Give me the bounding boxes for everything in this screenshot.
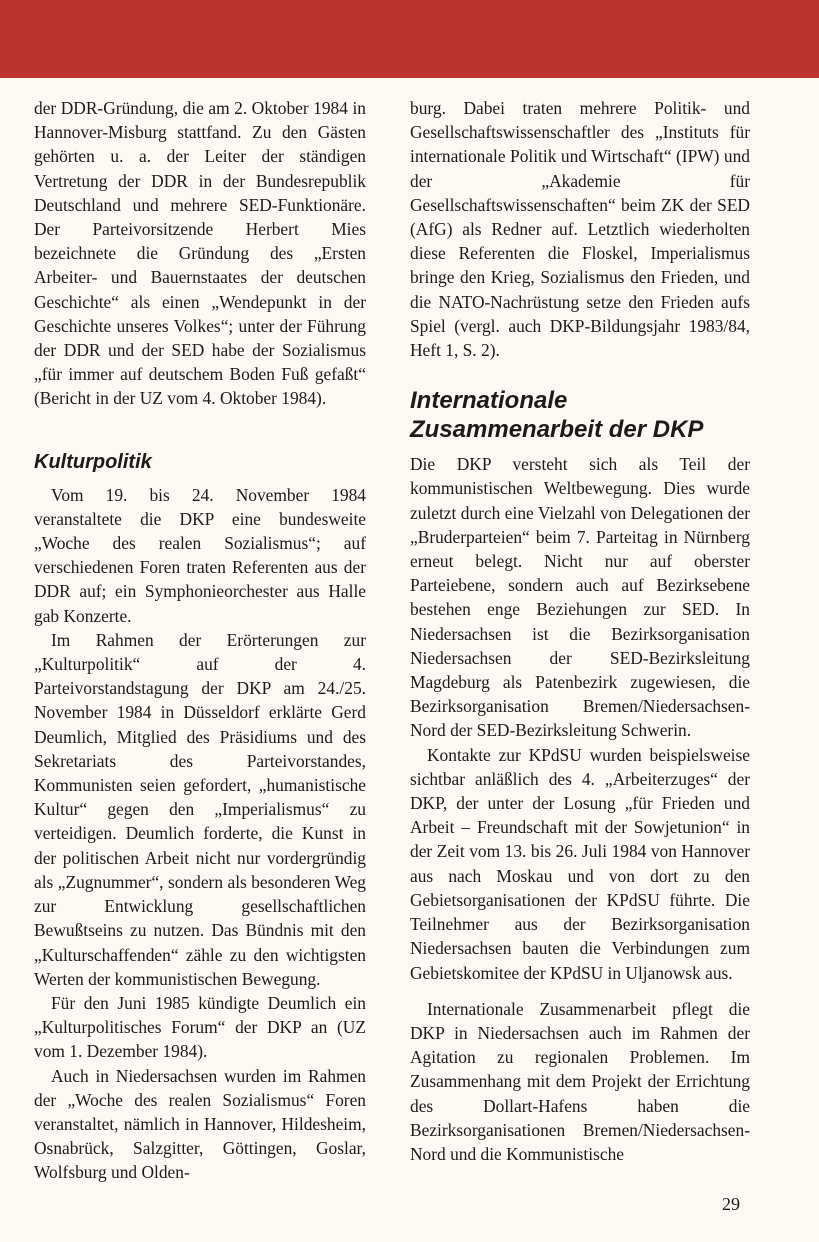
paragraph: Auch in Niedersachsen wurden im Rahmen der „Woche des realen Sozialismus“ Foren veranstaltet, nämlich in Hannover, Hildesheim, Osnabrück, Salzgitter, Göttingen, Goslar, Wolfsburg und Olden- — [34, 1065, 366, 1183]
section-heading-line: Zusammenarbeit der DKP — [410, 416, 704, 444]
header-color-bar — [0, 0, 819, 78]
paragraph: der DDR-Gründung, die am 2. Oktober 1984 in Hannover-Misburg stattfand. Zu den Gästen gehörten u. a. der Leiter der ständigen Vertretung der DDR in der Bundesrepublik Deutschland und mehrere SED-Funktionäre. Der Parteivorsitzende Herbert Mies bezeichnete die Gründung des „Ersten Arbeiter- und Bauernstaates der deutschen Geschichte“ als einen „Wendepunkt in der Geschichte unseres Volkes“; unter der Führung der DDR und der SED habe der Sozialismus „für immer auf deutschem Boden Fuß gefaßt“ (Bericht in der UZ vom 4. Oktober 1984). — [34, 98, 366, 409]
page-number: 29 — [722, 1194, 740, 1214]
paragraph: Die DKP versteht sich als Teil der kommunistischen Weltbewegung. Dies wurde zuletzt durch eine Vielzahl von Delegationen der „Bruderparteien“ beim 7. Parteitag in Nürnberg erneut belegt. Nicht nur auf oberster Parteiebene, sondern auch auf Bezirksebene bestehen enge Beziehungen zur SED. In Niedersachsen ist die Bezirksorganisation Niedersachsen der SED-Bezirksleitung Magdeburg als Patenbezirk zugewiesen, die Bezirksorganisation Bremen/Niedersachsen-Nord der SED-Bezirksleitung Schwerin. — [410, 454, 750, 741]
right-column — [410, 96, 750, 1166]
paragraph: burg. Dabei traten mehrere Politik- und Gesellschaftswissenschaftler des „Instituts für internationale Politik und Wirtschaft“ (IPW) und der „Akademie für Gesellschaftswissenschaften“ beim ZK der SED (AfG) als Redner auf. Letztlich wiederholten diese Referenten die Floskel, Imperialismus bringe den Krieg, Sozialismus den Frieden, und die NATO-Nachrüstung setze den Frieden aufs Spiel (vergl. auch DKP-Bildungsjahr 1983/84, Heft 1, S. 2). — [410, 98, 750, 361]
section-heading — [410, 386, 750, 444]
section-heading: Kulturpolitik — [34, 450, 152, 473]
left-column — [34, 96, 366, 1185]
section-heading-line: Internationale — [410, 387, 568, 415]
paragraph: Kontakte zur KPdSU wurden beispielsweise sichtbar anläßlich des 4. „Arbeiterzuges“ der DKP, der unter der Losung „für Frieden und Arbeit – Freundschaft mit der Sowjetunion“ in der Zeit vom 13. bis 26. Juli 1984 von Hannover aus nach Moskau und von dort zu den Gebietsorganisationen der KPdSU führte. Die Teilnehmer aus der Bezirksorganisation Niedersachsen bauten die Verbindungen zum Gebietskomitee der KPdSU in Uljanowsk aus. — [410, 744, 750, 983]
paragraph: Vom 19. bis 24. November 1984 veranstaltete die DKP eine bundesweite „Woche des realen Sozialismus“; auf verschiedenen Foren traten Referenten aus der DDR auf; ein Symphonieorchester aus Halle gab Konzerte. — [34, 484, 366, 626]
paragraph: Internationale Zusammenarbeit pflegt die DKP in Niedersachsen auch im Rahmen der Agitation zu regionalen Problemen. Im Zusammenhang mit dem Projekt der Errichtung des Dollart-Hafens haben die Bezirksorganisationen Bremen/Niedersachsen-Nord und die Kommunistische — [410, 998, 750, 1164]
paragraph: Im Rahmen der Erörterungen zur „Kulturpolitik“ auf der 4. Parteivorstandstagung der DKP am 24./25. November 1984 in Düsseldorf erklärte Gerd Deumlich, Mitglied des Präsidiums und des Sekretariats des Parteivorstandes, Kommunisten seien gefordert, „humanistische Kultur“ gegen den „Imperialismus“ zu verteidigen. Deumlich forderte, die Kunst in der politischen Arbeit nicht nur vordergründig als „Zugnummer“, sondern als besonderen Weg zur Entwicklung gesellschaftlichen Bewußtseins zu nutzen. Das Bündnis mit den „Kulturschaffenden“ zähle zu den wichtigsten Werten der kommunistischen Bewegung. — [34, 629, 366, 989]
paragraph: Für den Juni 1985 kündigte Deumlich ein „Kulturpolitisches Forum“ der DKP an (UZ vom 1. Dezember 1984). — [34, 992, 366, 1062]
